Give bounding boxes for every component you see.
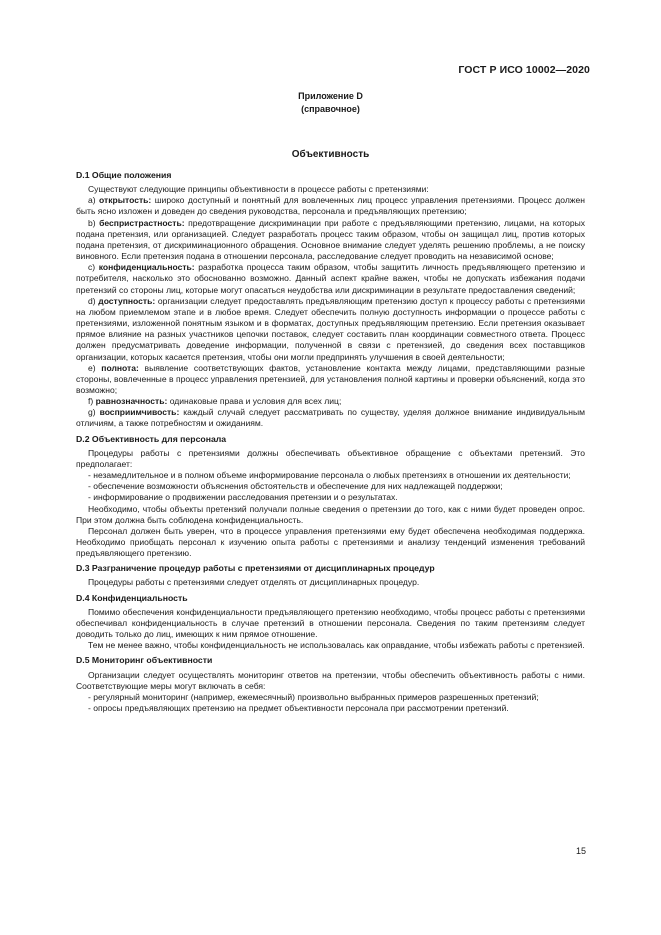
paragraph: Помимо обеспечения конфиденциальности предъявляющего претензию необходимо, чтобы процесс работы с претензиями обеспечивал конфиденциальность в случае претензий в отношении персонала. Сведения по таким претензиям следует доводить только до лиц, имеющих к ним прямое отношение. xyxy=(76,606,585,640)
appendix-title: Приложение D xyxy=(298,91,363,101)
item-text: одинаковые права и условия для всех лиц; xyxy=(167,396,342,407)
section-heading-d3: D.3 Разграничение процедур работы с претензиями от дисциплинарных процедур xyxy=(76,563,435,574)
appendix-subtitle: (справочное) xyxy=(301,104,360,114)
item-term: доступность: xyxy=(98,295,156,306)
paragraph: Персонал должен быть уверен, что в процессе управления претензиями ему будет обеспечена необходимая поддержка. Необходимо приобщать персонал к изучению опыта работы с претензиями и анализу тенденций изменения требований предъявляющего претензию. xyxy=(76,525,585,559)
list-item-e xyxy=(76,363,585,396)
item-prefix: f) xyxy=(88,396,96,407)
item-prefix: e) xyxy=(88,362,102,373)
item-term: восприимчивость: xyxy=(99,407,180,418)
section-heading-d1: D.1 Общие положения xyxy=(76,170,172,180)
item-text: каждый случай следует рассматривать по существу, уделяя должное внимание индивидуальным отличиям, а также потребностям и ожиданиям. xyxy=(76,407,585,429)
paragraph: Необходимо, чтобы объекты претензий получали полные сведения о претензии до того, как с ними будет проведен опрос. При этом должна быть соблюдена конфиденциальность. xyxy=(76,503,585,525)
item-term: беспристрастность: xyxy=(99,217,185,228)
item-text: широко доступный и понятный для вовлеченных лиц процесс управления претензиями. Процесс должен быть ясно изложен и доведен до сведения руководства, персонала и предъявляющих претензию; xyxy=(76,195,585,217)
page-title: Объективность xyxy=(291,149,370,160)
item-prefix: c) xyxy=(88,262,99,273)
section-heading-d4: D.4 Конфиденциальность xyxy=(76,592,188,603)
paragraph: Процедуры работы с претензиями должны обеспечивать объективное обращение с объектами претензий. Это предполагает: xyxy=(76,447,585,469)
list-item-b xyxy=(76,218,585,263)
list-item-f xyxy=(76,396,585,407)
bullet-item: - информирование о продвижении расследования претензии и о результатах. xyxy=(88,492,398,503)
paragraph: Организации следует осуществлять мониторинг ответов на претензии, чтобы обеспечить объективность работы с ними. Соответствующие меры могут включать в себя: xyxy=(76,669,585,691)
document-standard-header: ГОСТ Р ИСО 10002—2020 xyxy=(458,64,590,76)
item-prefix: g) xyxy=(88,407,100,418)
paragraph: Тем не менее важно, чтобы конфиденциальность не использовалась как оправдание, чтобы избежать работы с претензией. xyxy=(88,640,585,651)
item-term: конфиденциальность: xyxy=(98,262,195,273)
bullet-item: - обеспечение возможности объяснения обстоятельств и обеспечение для них надлежащей поддержки; xyxy=(88,481,503,492)
bullet-item: - регулярный мониторинг (например, ежемесячный) произвольно выбранных примеров разрешенных претензий; xyxy=(88,691,539,702)
item-term: открытость: xyxy=(99,195,152,206)
bullet-item: - незамедлительное и в полном объеме информирование персонала о любых претензиях в отношении их деятельности; xyxy=(88,470,571,481)
item-term: равнозначность: xyxy=(95,396,168,407)
section-heading-d2: D.2 Объективность для персонала xyxy=(76,433,227,444)
item-prefix: d) xyxy=(88,295,99,306)
list-item-c xyxy=(76,262,585,295)
paragraph: Существуют следующие принципы объективности в процессе работы с претензиями: xyxy=(88,184,429,195)
list-item-g xyxy=(76,407,585,429)
paragraph: Процедуры работы с претензиями следует отделять от дисциплинарных процедур. xyxy=(88,577,420,588)
list-item-a xyxy=(76,195,585,217)
document-body xyxy=(76,170,585,714)
list-item-d xyxy=(76,296,585,363)
item-prefix: b) xyxy=(88,217,100,228)
item-prefix: a) xyxy=(88,195,100,206)
item-text: предотвращение дискриминации при работе с предъявляющими претензию, лицами, на которых подана претензия, или организацией. Следует разработать процесс таким образом, чтобы он защищал лиц, против которых подана претензия, от дискриминационного обращения. Основное внимание следует уделять решению проблемы, а не поиску виновного. Если претензия подана в отношении персонала, расследование следует проводить на независимой основе; xyxy=(76,217,585,262)
item-text: разработка процесса таким образом, чтобы защитить личность предъявляющего претензию и потребителя, насколько это обоснованно возможно. Данный аспект крайне важен, чтобы не допускать избежания подачи претензий со стороны лиц, которые могут опасаться неудобства или дискриминации в результате предоставления сведений; xyxy=(76,262,585,295)
page-number: 15 xyxy=(575,846,586,856)
section-heading-d5: D.5 Мониторинг объективности xyxy=(76,655,213,666)
bullet-item: - опросы предъявляющих претензию на предмет объективности персонала при рассмотрении претензий. xyxy=(88,703,509,714)
item-term: полнота: xyxy=(101,362,139,373)
item-text: выявление соответствующих фактов, установление контакта между лицами, представляющими разные стороны, вовлеченные в процесс управления претензией, для установления полной картины и проверки объяснений, когда это возможно; xyxy=(76,362,585,395)
item-text: организации следует предоставлять предъявляющим претензию доступ к процессу работы с претензиями на любом приемлемом этапе и в любое время. Следует обеспечить полную доступность информации о процессе работы с претензиями, изложенной понятным языком и в форматах, доступных предъявляющим претензию. Если претензия оказывает прямое влияние на разных участников цепочки поставок, следует составить план координации совместного ответа. Процесс должен предусматривать доведение информации, полученной в связи с претензией, до сведения всех поставщиков организации, которых касается претензия, чтобы они могли предпринять улучшения в своей деятельности; xyxy=(76,295,585,362)
